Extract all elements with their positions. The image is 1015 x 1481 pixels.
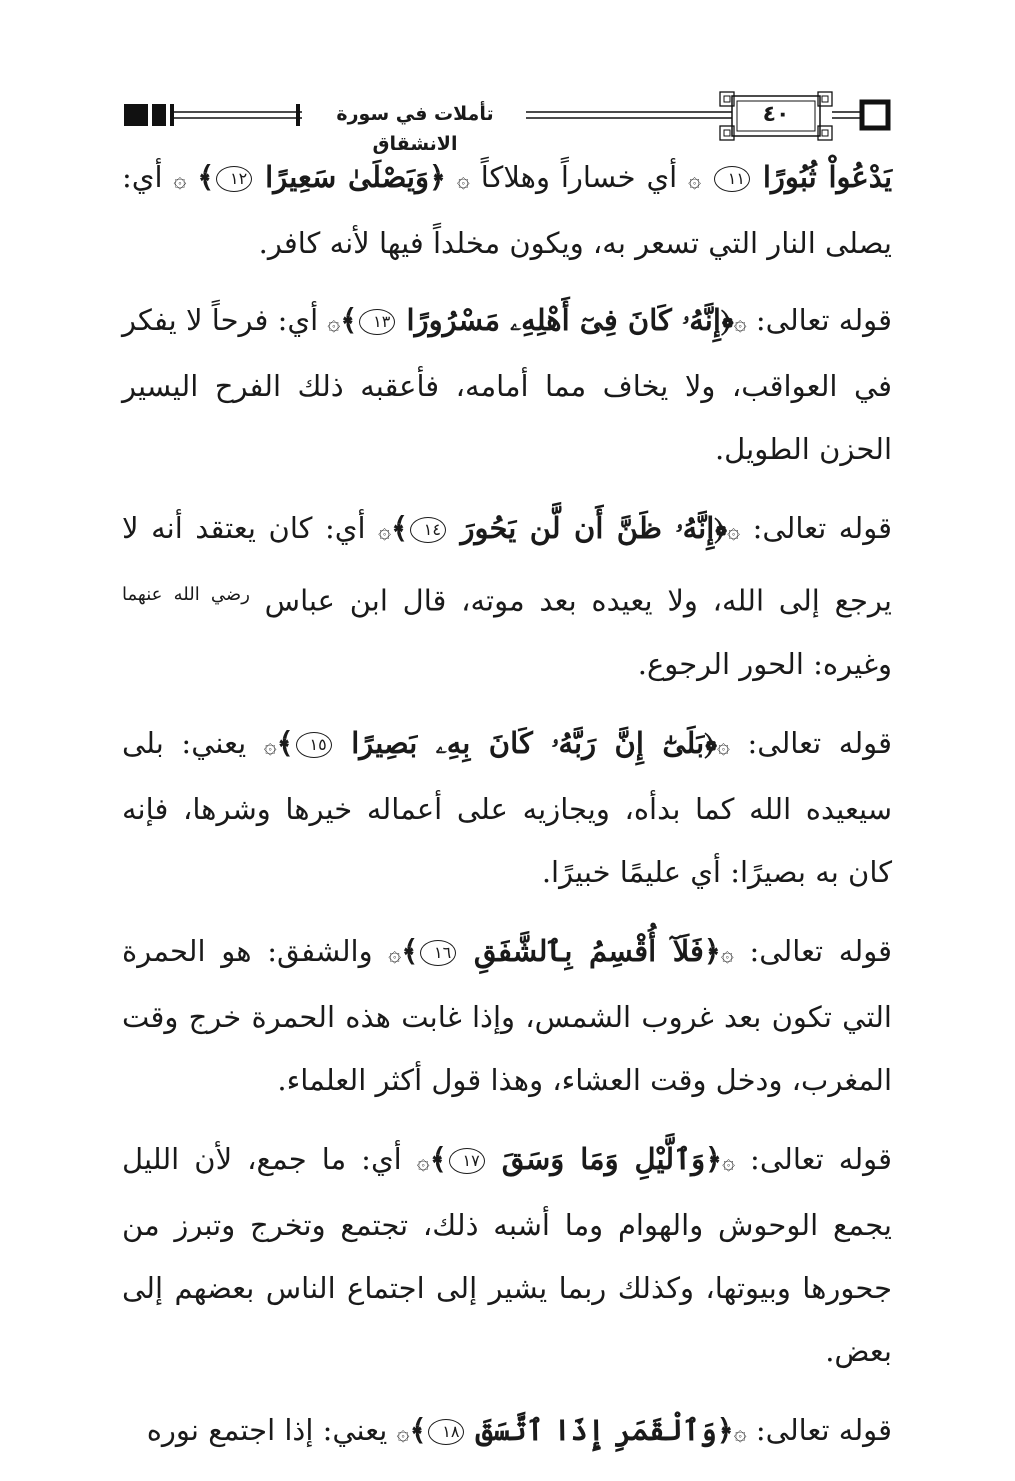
ayah-number: ١٣: [359, 309, 395, 335]
running-header: [122, 90, 892, 155]
ayah-number: ١٤: [410, 517, 446, 543]
verse-open-bracket: ﴿: [716, 1412, 734, 1447]
verse-open-bracket: ﴿: [704, 725, 718, 760]
honorific-glyph: رضي الله عنهما: [122, 584, 250, 605]
closing-ornament-icon: ۞: [173, 168, 187, 193]
opening-ornament-icon: ۞: [727, 519, 741, 544]
verse-close-bracket: ﴾: [429, 1141, 447, 1176]
closing-ornament-icon: ۞: [327, 311, 341, 336]
closing-ornament-icon: ۞: [378, 519, 391, 544]
page-number: ٤٠: [762, 102, 790, 127]
verse-close-bracket: ﴾: [401, 933, 419, 968]
quran-verse: فَلَآ أُقْسِمُ بِٱلشَّفَقِ: [473, 933, 704, 968]
verse-close-bracket: ﴾: [340, 303, 358, 337]
ayah-number: ١٢: [216, 166, 252, 192]
verse-close-bracket: ﴾: [276, 725, 294, 760]
ayah-number: ١٧: [449, 1148, 485, 1174]
quran-verse: بَلَىٰٓ إِنَّ رَبَّهُۥ كَانَ بِهِۦ بَصِيرًا: [351, 725, 705, 760]
quran-verse: يَدْعُواْ ثُبُورًا: [762, 160, 893, 194]
closing-ornament-icon: ۞: [688, 168, 701, 193]
paragraph-5: [122, 920, 892, 1112]
commentary-text: يعني: إذا اجتمع نوره: [146, 1412, 388, 1447]
paragraph-3: [122, 497, 892, 696]
ayah-number: ١٨: [428, 1419, 464, 1445]
ayah-number: ١٥: [296, 732, 332, 758]
running-title: تأملات في سورة الانشقاق: [304, 99, 526, 159]
page-body: [122, 146, 892, 1481]
commentary-text: وغيره: الحور الرجوع.: [637, 646, 892, 681]
quran-verse: وَٱلْقَمَرِ إِذَا ٱتَّسَقَ: [475, 1412, 717, 1447]
closing-ornament-icon: ۞: [416, 1149, 430, 1175]
closing-ornament-icon: ۞: [388, 941, 402, 967]
verse-intro: قوله تعالى:: [755, 1412, 892, 1447]
verse-intro: قوله تعالى:: [750, 1141, 893, 1176]
paragraph-7: [122, 1399, 892, 1465]
opening-ornament-icon: ۞: [733, 1420, 747, 1446]
commentary-text: أي: فرحاً لا يفكر في العواقب، ولا يخاف مما أمامه، فأعقبه ذلك الفرح اليسير الحزن الطويل.: [122, 303, 892, 466]
verse-intro: قوله تعالى:: [747, 725, 892, 760]
quran-verse: إِنَّهُۥ كَانَ فِىٓ أَهْلِهِۦ مَسْرُورًا: [406, 303, 721, 337]
verse-intro: قوله تعالى:: [749, 933, 893, 968]
quran-verse: إِنَّهُۥ ظَنَّ أَن لَّن يَحُورَ: [460, 511, 715, 545]
quran-verse: وَيَصْلَىٰ سَعِيرًا: [265, 160, 430, 194]
commentary-text: أي: يصلى النار التي تسعر به، ويكون مخلداً فيها لأنه كافر.: [122, 160, 892, 260]
commentary-text: أي خساراً وهلاكاً: [480, 160, 678, 194]
verse-intro: قوله تعالى:: [755, 303, 893, 337]
paragraph-1: [122, 146, 892, 275]
verse-close-bracket: ﴾: [409, 1412, 427, 1447]
commentary-text: أي: كان يعتقد أنه لا يرجع إلى الله، ولا يعيده بعد موته، قال ابن عباس: [122, 511, 893, 618]
paragraph-4: [122, 712, 892, 904]
quran-verse: وَٱلَّيْلِ وَمَا وَسَقَ: [501, 1141, 706, 1176]
commentary-text: أي: ما جمع، لأن الليل يجمع الوحوش والهوام وما أشبه ذلك، تجتمع وتخرج وتبرز من جحورها وبيوتها، وكذلك ربما يشير إلى اجتماع الناس بعضهم إلى بعض.: [122, 1141, 892, 1368]
paragraph-6: [122, 1128, 892, 1383]
verse-open-bracket: ﴿: [714, 511, 728, 545]
closing-ornament-icon: ۞: [396, 1420, 410, 1446]
paragraph-2: [122, 289, 892, 481]
verse-open-bracket: ﴿: [720, 303, 734, 337]
commentary-text: والشفق: هو الحمرة التي تكون بعد غروب الشمس، وإذا غابت هذه الحمرة خرج وقت المغرب، ودخل وقت العشاء، وهذا قول أكثر العلماء.: [122, 933, 892, 1097]
ayah-number: ١٦: [420, 940, 456, 966]
closing-ornament-icon: ۞: [263, 733, 277, 759]
opening-ornament-icon: ۞: [720, 941, 734, 967]
opening-ornament-icon: ۞: [733, 311, 747, 336]
opening-ornament-icon: ۞: [722, 1149, 735, 1175]
verse-close-bracket: ﴾: [390, 511, 408, 545]
verse-open-bracket: ﴿: [429, 160, 447, 194]
verse-open-bracket: ﴿: [705, 1141, 723, 1176]
verse-open-bracket: ﴿: [703, 933, 721, 968]
commentary-text: يعني: بلى سيعيده الله كما بدأه، ويجازيه على أعماله خيرها وشرها، فإنه كان به بصيرًا: أي عليمًا خبيرًا.: [122, 725, 892, 889]
opening-ornament-icon: ۞: [717, 733, 730, 759]
verse-intro: قوله تعالى:: [752, 511, 893, 545]
verse-close-bracket: ﴾: [197, 160, 215, 194]
ayah-number: ١١: [714, 166, 750, 192]
opening-ornament-icon: ۞: [456, 168, 470, 193]
